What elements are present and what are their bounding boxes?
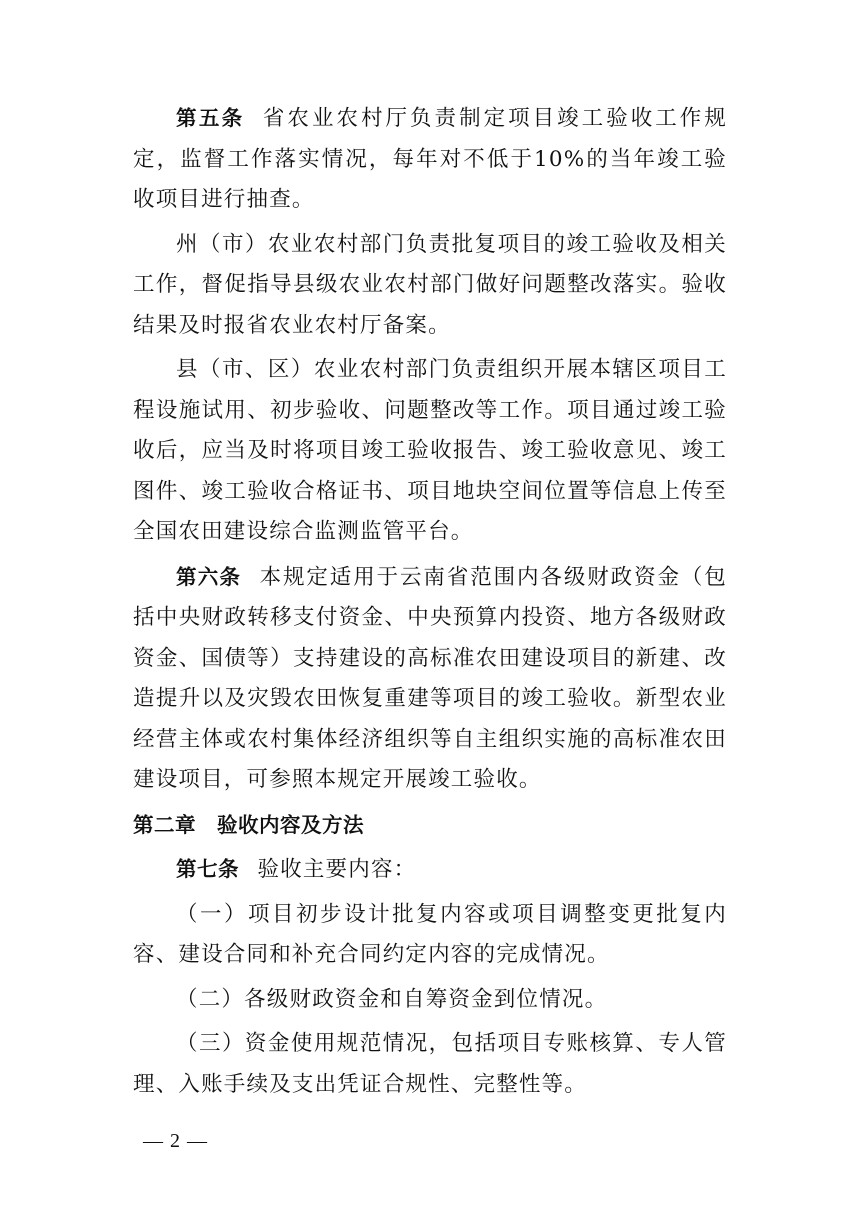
chapter-heading: 第二章 验收内容及方法 (133, 812, 364, 837)
page-number: — 2 — (143, 1130, 208, 1152)
paragraph-text: 州（市）农业农村部门负责批复项目的竣工验收及相关工作，督促指导县级农业农村部门做好问题整改落实。验收结果及时报省农业农村厅备案。 (133, 231, 727, 338)
document-page (133, 98, 727, 1109)
paragraph-article-7 (133, 849, 727, 891)
paragraph-item-2 (133, 980, 727, 1021)
paragraph-text: 县（市、区）农业农村部门负责组织开展本辖区项目工程设施试用、初步验收、问题整改等工作。项目通过竣工验收后，应当及时将项目竣工验收报告、竣工验收意见、竣工图件、竣工验收合格证书、项目地块空间位置等信息上传至全国农田建设综合监测监管平台。 (133, 357, 727, 544)
paragraph-item-3 (133, 1024, 727, 1105)
paragraph-county-duties (133, 350, 727, 553)
paragraph-text: 本规定适用于云南省范围内各级财政资金（包括中央财政转移支付资金、中央预算内投资、地方各级财政资金、国债等）支持建设的高标准农田建设项目的新建、改造提升以及灾毁农田恢复重建等项目的竣工验收。新型农业经营主体或农村集体经济组织等自主组织实施的高标准农田建设项目，可参照本规定开展竣工验收。 (133, 564, 727, 792)
paragraph-text: 验收主要内容： (257, 857, 417, 882)
paragraph-text: （三）资金使用规范情况，包括项目专账核算、专人管理、入账手续及支出凭证合规性、完整性等。 (133, 1031, 727, 1097)
paragraph-prefecture-duties (133, 225, 727, 347)
paragraph-text: 省农业农村厅负责制定项目竣工验收工作规定，监督工作落实情况，每年对不低于10%的当年竣工验收项目进行抽查。 (133, 106, 727, 212)
paragraph-article-6 (133, 557, 727, 801)
paragraph-item-1 (133, 895, 727, 976)
article-number: 第七条 (176, 857, 239, 881)
paragraph-text: （一）项目初步设计批复内容或项目调整变更批复内容、建设合同和补充合同约定内容的完成情况。 (133, 901, 727, 967)
article-number: 第五条 (176, 106, 245, 130)
paragraph-article-5 (133, 98, 727, 221)
article-number: 第六条 (176, 564, 242, 589)
paragraph-text: （二）各级财政资金和自筹资金到位情况。 (176, 986, 608, 1012)
